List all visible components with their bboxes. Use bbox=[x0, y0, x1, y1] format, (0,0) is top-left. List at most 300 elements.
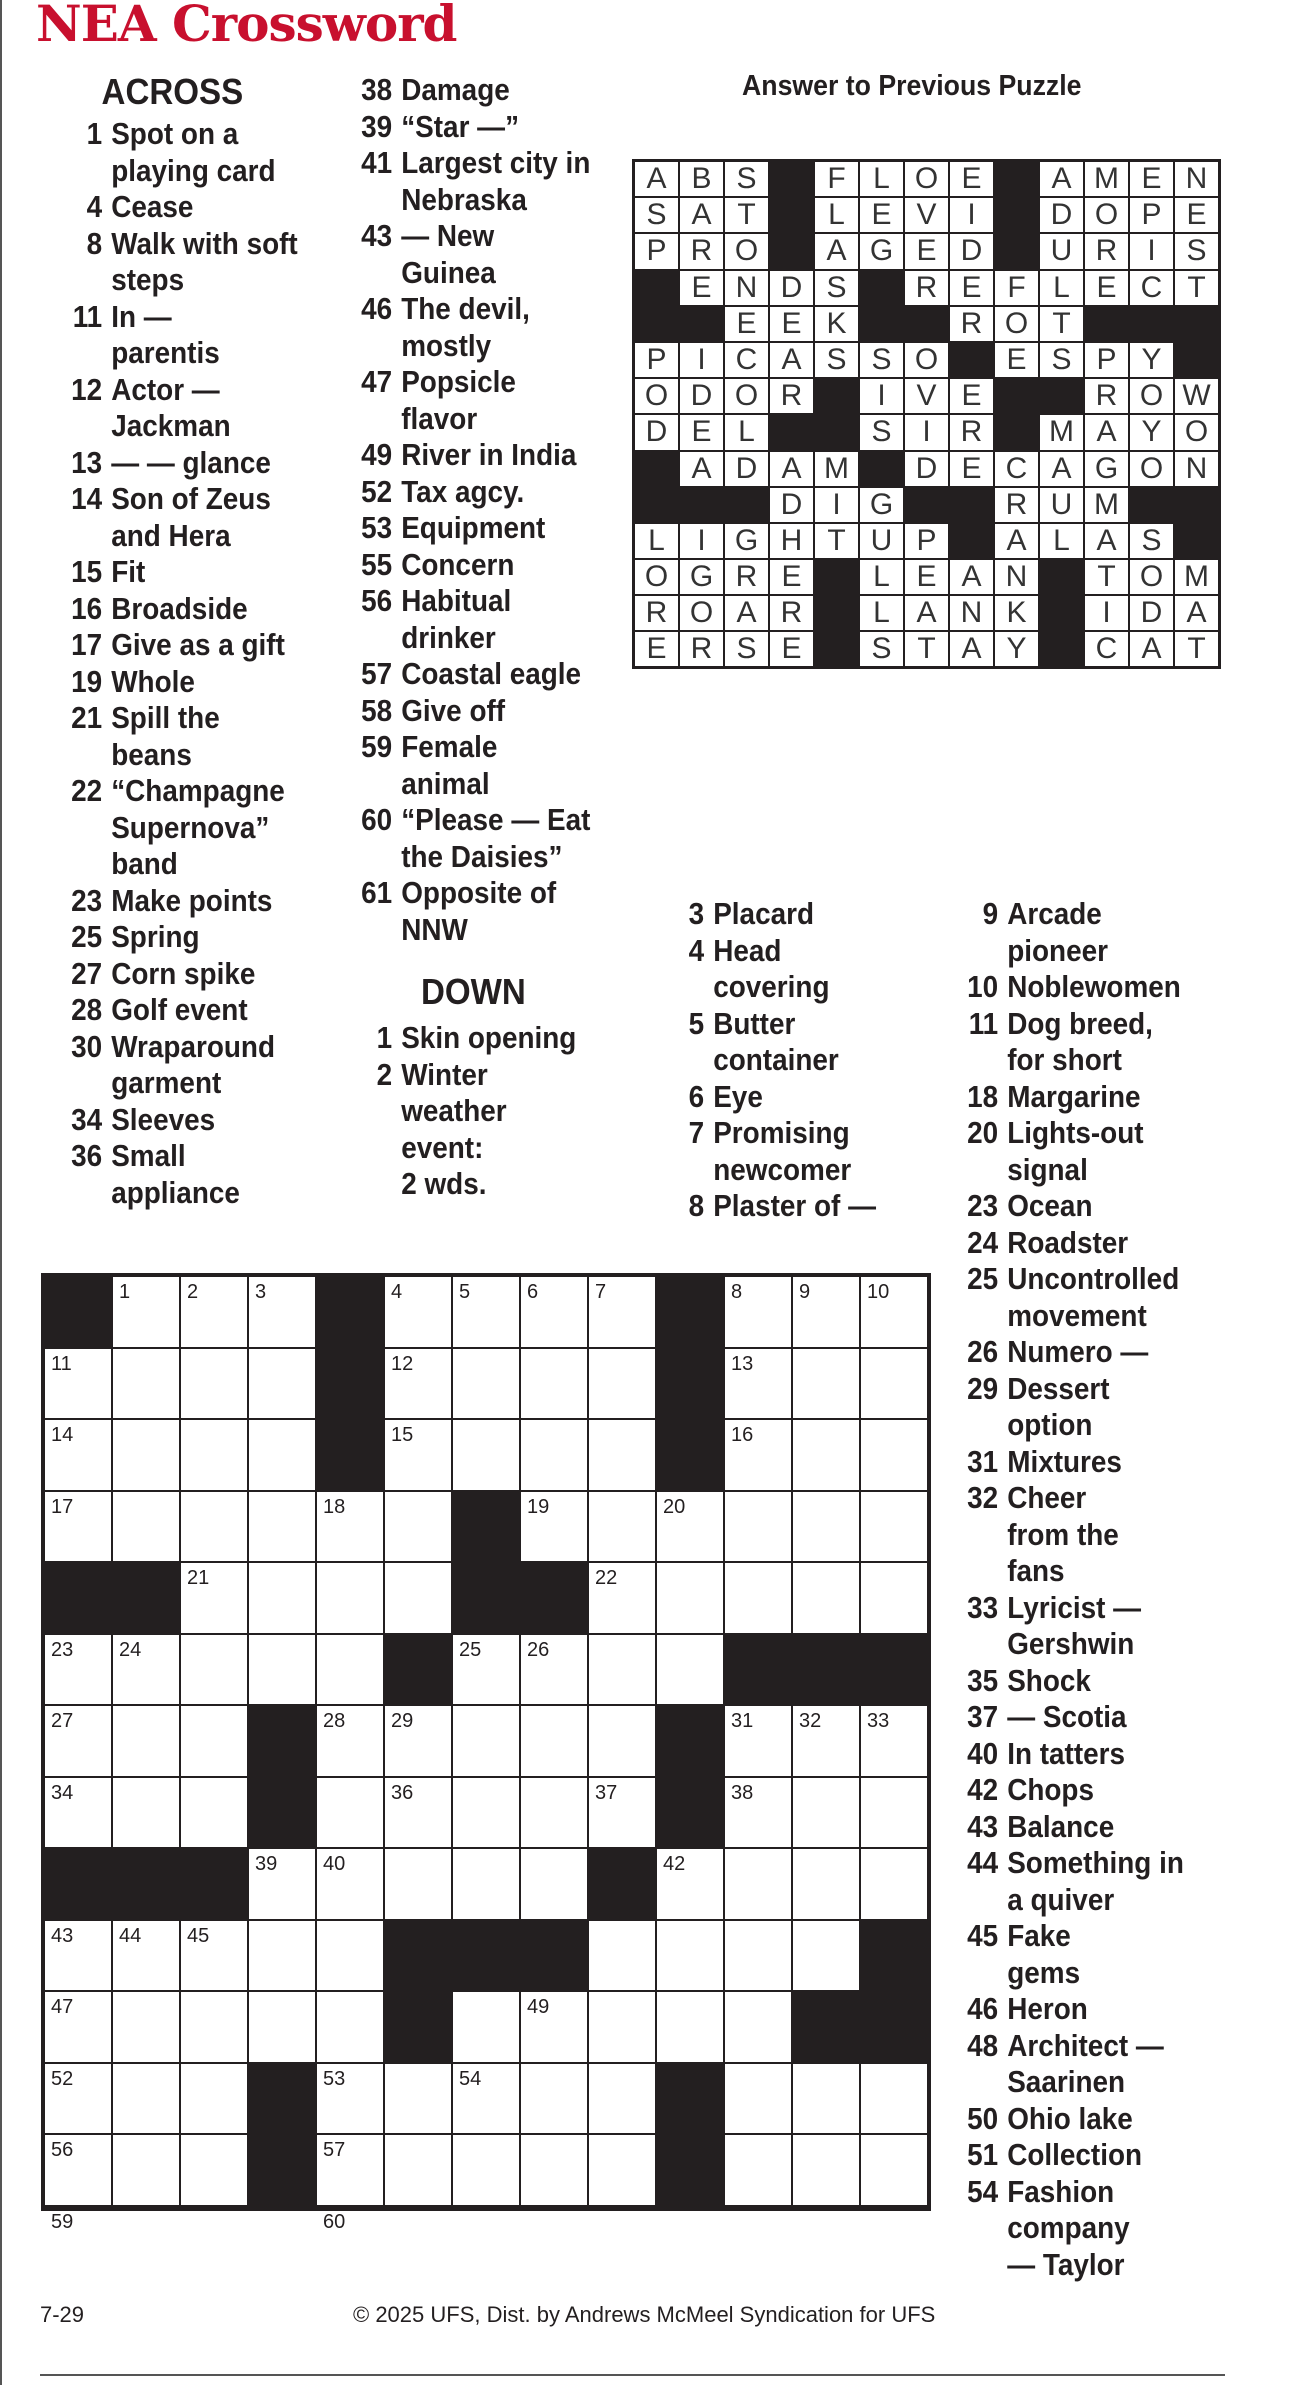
cell-number: 26 bbox=[527, 1638, 550, 1661]
clue-text-line: Golf event bbox=[111, 992, 248, 1027]
grid-cell[interactable] bbox=[588, 1276, 656, 1348]
grid-cell[interactable] bbox=[44, 1920, 112, 1992]
answer-black-square bbox=[814, 559, 859, 595]
grid-black-square bbox=[520, 1920, 588, 1992]
grid-cell[interactable] bbox=[452, 1276, 520, 1348]
down-clue-43 bbox=[946, 1809, 1291, 1846]
grid-cell[interactable] bbox=[384, 1705, 452, 1777]
grid-cell[interactable] bbox=[520, 1634, 588, 1706]
answer-cell: D bbox=[904, 451, 949, 487]
answer-black-square bbox=[994, 378, 1039, 414]
grid-cell[interactable] bbox=[656, 1562, 724, 1634]
grid-cell[interactable] bbox=[180, 1491, 248, 1563]
down-clue-50 bbox=[946, 2101, 1291, 2138]
clue-text-line: drinker bbox=[401, 619, 496, 655]
clue-number: 55 bbox=[361, 546, 393, 582]
grid-cell[interactable] bbox=[452, 2134, 520, 2206]
clue-number: 44 bbox=[967, 1845, 999, 1880]
grid-cell[interactable] bbox=[384, 1276, 452, 1348]
grid-cell[interactable] bbox=[724, 2206, 792, 2208]
clue-text-line: appliance bbox=[111, 1174, 240, 1210]
answer-cell: E bbox=[1174, 197, 1219, 233]
grid-cell[interactable] bbox=[792, 1562, 860, 1634]
clue-text-line: Something in bbox=[1007, 1845, 1184, 1880]
grid-cell[interactable] bbox=[656, 1491, 724, 1563]
clue-text-line: steps bbox=[111, 262, 185, 297]
clue-text-line: company bbox=[1007, 2210, 1130, 2245]
grid-cell[interactable] bbox=[792, 2063, 860, 2135]
grid-cell[interactable] bbox=[860, 1777, 928, 1849]
grid-cell[interactable] bbox=[452, 2206, 520, 2208]
answer-cell: S bbox=[814, 270, 859, 306]
clue-text-line: band bbox=[111, 846, 178, 881]
grid-cell[interactable] bbox=[860, 1491, 928, 1563]
grid-cell[interactable] bbox=[248, 1491, 316, 1563]
crossword-grid bbox=[41, 1273, 931, 2233]
grid-cell[interactable] bbox=[44, 1419, 112, 1491]
clue-number: 17 bbox=[71, 627, 103, 662]
grid-cell[interactable] bbox=[316, 1991, 384, 2063]
clue-text-line: Saarinen bbox=[1007, 2064, 1126, 2099]
grid-cell[interactable] bbox=[180, 1562, 248, 1634]
grid-cell[interactable] bbox=[520, 1705, 588, 1777]
grid-cell[interactable] bbox=[180, 1348, 248, 1420]
cell-number: 40 bbox=[323, 1853, 346, 1875]
grid-cell[interactable] bbox=[316, 2206, 384, 2233]
grid-cell[interactable] bbox=[724, 1491, 792, 1563]
cell-number: 42 bbox=[663, 1853, 686, 1875]
clue-number: 59 bbox=[361, 729, 393, 764]
clue-text-line: The devil, bbox=[401, 291, 530, 326]
answer-cell: C bbox=[724, 342, 769, 378]
grid-black-square bbox=[860, 1634, 928, 1706]
clue-number: 56 bbox=[361, 583, 393, 618]
cell-number: 6 bbox=[527, 1281, 539, 1303]
answer-cell: A bbox=[634, 161, 679, 197]
answer-cell: P bbox=[1129, 197, 1174, 233]
clue-text-line: Butter bbox=[713, 1005, 796, 1041]
answer-cell: Y bbox=[1129, 414, 1174, 450]
grid-cell[interactable] bbox=[316, 1705, 384, 1777]
answer-cell: F bbox=[814, 161, 859, 197]
clue-number: 46 bbox=[361, 291, 393, 326]
grid-black-square bbox=[248, 1777, 316, 1849]
grid-cell[interactable] bbox=[248, 1562, 316, 1634]
grid-cell[interactable] bbox=[520, 1348, 588, 1420]
grid-cell[interactable] bbox=[180, 2134, 248, 2206]
answer-cell: I bbox=[904, 414, 949, 450]
grid-cell[interactable] bbox=[384, 2206, 452, 2208]
grid-cell[interactable] bbox=[316, 2134, 384, 2206]
answer-black-square bbox=[1039, 378, 1084, 414]
grid-cell[interactable] bbox=[792, 1777, 860, 1849]
grid-cell[interactable] bbox=[384, 1348, 452, 1420]
grid-cell[interactable] bbox=[792, 1920, 860, 1992]
grid-cell[interactable] bbox=[588, 2063, 656, 2135]
clue-text-line: Dog breed, bbox=[1007, 1005, 1153, 1041]
clue-text-line: Female bbox=[401, 729, 498, 764]
grid-cell[interactable] bbox=[384, 2134, 452, 2206]
clue-number: 47 bbox=[361, 364, 393, 399]
grid-cell[interactable] bbox=[384, 1491, 452, 1563]
clue-number: 54 bbox=[967, 2173, 999, 2209]
answer-cell: E bbox=[949, 161, 994, 197]
across-clue-38 bbox=[340, 72, 725, 109]
grid-cell[interactable] bbox=[112, 1419, 180, 1491]
answer-cell: L bbox=[634, 523, 679, 559]
clue-number: 23 bbox=[71, 882, 103, 918]
clue-number: 15 bbox=[71, 554, 103, 589]
grid-cell[interactable] bbox=[180, 1991, 248, 2063]
clue-text-line: Corn spike bbox=[111, 955, 256, 991]
answer-black-square bbox=[769, 233, 814, 269]
grid-cell[interactable] bbox=[44, 2134, 112, 2206]
clue-text-line: — Scotia bbox=[1007, 1699, 1127, 1734]
grid-cell[interactable] bbox=[316, 1491, 384, 1563]
down-clue-42 bbox=[946, 1772, 1291, 1809]
grid-cell[interactable] bbox=[656, 1920, 724, 1992]
grid-cell[interactable] bbox=[724, 1419, 792, 1491]
answer-cell: A bbox=[679, 197, 724, 233]
grid-cell[interactable] bbox=[112, 1348, 180, 1420]
clue-text-line: Damage bbox=[401, 72, 510, 107]
grid-cell[interactable] bbox=[452, 1348, 520, 1420]
bottom-rule bbox=[40, 2374, 1225, 2376]
grid-cell[interactable] bbox=[860, 2134, 928, 2206]
grid-black-square bbox=[656, 2063, 724, 2135]
grid-cell[interactable] bbox=[180, 1634, 248, 1706]
grid-cell[interactable] bbox=[112, 1276, 180, 1348]
grid-cell[interactable] bbox=[792, 1848, 860, 1920]
cell-number: 39 bbox=[255, 1853, 278, 1875]
cell-number: 59 bbox=[51, 2210, 74, 2233]
clue-number: 53 bbox=[361, 510, 393, 545]
grid-cell[interactable] bbox=[588, 1705, 656, 1777]
clue-text-line: Winter bbox=[401, 1056, 488, 1092]
grid-cell[interactable] bbox=[248, 1634, 316, 1706]
grid-cell[interactable] bbox=[520, 2063, 588, 2135]
previous-answer-grid bbox=[632, 159, 1221, 669]
grid-cell[interactable] bbox=[248, 1920, 316, 1992]
clue-number: 36 bbox=[71, 1138, 103, 1173]
grid-cell[interactable] bbox=[452, 1848, 520, 1920]
clue-number: 1 bbox=[376, 1020, 393, 1055]
grid-cell[interactable] bbox=[384, 1562, 452, 1634]
grid-cell[interactable] bbox=[112, 1705, 180, 1777]
grid-cell[interactable] bbox=[316, 2063, 384, 2135]
across-clue-59 bbox=[340, 729, 725, 802]
down-clue-46 bbox=[946, 1991, 1291, 2028]
grid-cell[interactable] bbox=[724, 1276, 792, 1348]
answer-black-square bbox=[814, 378, 859, 414]
answer-cell: R bbox=[994, 487, 1039, 523]
clue-text-line: River in India bbox=[401, 437, 577, 472]
answer-cell: O bbox=[904, 342, 949, 378]
left-edge-rule bbox=[0, 0, 2, 2385]
grid-cell[interactable] bbox=[248, 1848, 316, 1920]
grid-cell[interactable] bbox=[588, 1777, 656, 1849]
grid-cell[interactable] bbox=[180, 2063, 248, 2135]
grid-cell[interactable] bbox=[316, 1777, 384, 1849]
grid-cell[interactable] bbox=[724, 1920, 792, 1992]
grid-cell[interactable] bbox=[520, 2134, 588, 2206]
grid-cell[interactable] bbox=[44, 1705, 112, 1777]
clue-number: 26 bbox=[967, 1334, 999, 1369]
grid-cell[interactable] bbox=[180, 1705, 248, 1777]
grid-cell[interactable] bbox=[520, 2206, 588, 2208]
grid-cell[interactable] bbox=[588, 1419, 656, 1491]
grid-cell[interactable] bbox=[384, 2063, 452, 2135]
clue-text-line: “Champagne bbox=[111, 773, 285, 808]
answer-cell: G bbox=[1084, 451, 1129, 487]
answer-cell: V bbox=[904, 378, 949, 414]
grid-black-square bbox=[656, 1777, 724, 1849]
grid-black-square bbox=[112, 1562, 180, 1634]
grid-black-square bbox=[656, 1348, 724, 1420]
grid-cell[interactable] bbox=[724, 1777, 792, 1849]
grid-cell[interactable] bbox=[316, 1920, 384, 1992]
answer-black-square bbox=[634, 306, 679, 342]
clue-number: 42 bbox=[967, 1772, 999, 1807]
grid-cell[interactable] bbox=[112, 2206, 180, 2208]
grid-cell[interactable] bbox=[860, 2063, 928, 2135]
grid-cell[interactable] bbox=[316, 1562, 384, 1634]
down-clue-10 bbox=[946, 969, 1291, 1006]
clue-text-line: event: bbox=[401, 1129, 484, 1165]
clue-number: 51 bbox=[967, 2137, 999, 2172]
grid-cell[interactable] bbox=[792, 1491, 860, 1563]
answer-black-square bbox=[769, 161, 814, 197]
down-clue-33 bbox=[946, 1590, 1291, 1663]
clue-number: 4 bbox=[86, 189, 103, 224]
grid-black-square bbox=[248, 2206, 316, 2208]
answer-cell: A bbox=[1039, 451, 1084, 487]
answer-cell: T bbox=[1174, 631, 1219, 667]
clue-number: 60 bbox=[361, 802, 393, 837]
grid-cell[interactable] bbox=[588, 2134, 656, 2206]
grid-cell[interactable] bbox=[112, 2134, 180, 2206]
answer-black-square bbox=[679, 306, 724, 342]
grid-cell[interactable] bbox=[180, 1276, 248, 1348]
grid-cell[interactable] bbox=[588, 1991, 656, 2063]
grid-cell[interactable] bbox=[452, 1634, 520, 1706]
clue-text-line: Roadster bbox=[1007, 1224, 1129, 1260]
answer-cell: D bbox=[1129, 595, 1174, 631]
cell-number: 43 bbox=[51, 1924, 74, 1947]
clue-number: 2 bbox=[376, 1056, 393, 1092]
answer-cell: S bbox=[859, 342, 904, 378]
grid-cell[interactable] bbox=[588, 1634, 656, 1706]
clue-text-line: — Taylor bbox=[1007, 2246, 1125, 2282]
answer-cell: O bbox=[1129, 559, 1174, 595]
answer-cell: G bbox=[679, 559, 724, 595]
clue-text-line: Spring bbox=[111, 919, 200, 954]
grid-cell[interactable] bbox=[248, 1276, 316, 1348]
grid-cell[interactable] bbox=[248, 1991, 316, 2063]
grid-cell[interactable] bbox=[520, 1777, 588, 1849]
answer-cell: R bbox=[679, 233, 724, 269]
answer-black-square bbox=[994, 197, 1039, 233]
grid-cell[interactable] bbox=[588, 2206, 656, 2208]
cell-number: 53 bbox=[323, 2067, 346, 2090]
grid-cell[interactable] bbox=[384, 1777, 452, 1849]
clue-text-line: Promising bbox=[713, 1115, 850, 1150]
grid-black-square bbox=[520, 1562, 588, 1634]
answer-cell: A bbox=[724, 595, 769, 631]
answer-black-square bbox=[1084, 306, 1129, 342]
grid-cell[interactable] bbox=[724, 1705, 792, 1777]
grid-cell[interactable] bbox=[860, 1419, 928, 1491]
grid-cell[interactable] bbox=[520, 1491, 588, 1563]
grid-black-square bbox=[384, 1920, 452, 1992]
grid-cell[interactable] bbox=[44, 2063, 112, 2135]
grid-cell[interactable] bbox=[520, 1276, 588, 1348]
grid-cell[interactable] bbox=[792, 2206, 860, 2208]
answer-black-square bbox=[1174, 306, 1219, 342]
answer-cell: O bbox=[634, 378, 679, 414]
answer-cell: D bbox=[1039, 197, 1084, 233]
grid-cell[interactable] bbox=[44, 1491, 112, 1563]
grid-cell[interactable] bbox=[724, 1348, 792, 1420]
clue-text-line: flavor bbox=[401, 400, 478, 436]
grid-cell[interactable] bbox=[588, 1348, 656, 1420]
down-clue-48 bbox=[946, 2028, 1291, 2101]
grid-cell[interactable] bbox=[588, 1562, 656, 1634]
grid-cell[interactable] bbox=[180, 1777, 248, 1849]
answer-cell: P bbox=[904, 523, 949, 559]
grid-cell[interactable] bbox=[724, 2063, 792, 2135]
grid-cell[interactable] bbox=[384, 1848, 452, 1920]
clue-text-line: Collection bbox=[1007, 2137, 1143, 2172]
grid-cell[interactable] bbox=[452, 1991, 520, 2063]
answer-cell: E bbox=[679, 414, 724, 450]
grid-cell[interactable] bbox=[520, 1991, 588, 2063]
grid-cell[interactable] bbox=[860, 1276, 928, 1348]
answer-cell: R bbox=[634, 595, 679, 631]
clue-text-line: Uncontrolled bbox=[1007, 1261, 1180, 1296]
grid-cell[interactable] bbox=[44, 2206, 112, 2233]
grid-cell[interactable] bbox=[452, 1777, 520, 1849]
answer-cell: A bbox=[949, 559, 994, 595]
grid-cell[interactable] bbox=[180, 2206, 248, 2208]
grid-cell[interactable] bbox=[452, 1419, 520, 1491]
clue-number: 21 bbox=[71, 700, 103, 735]
answer-cell: C bbox=[994, 451, 1039, 487]
grid-cell[interactable] bbox=[44, 1777, 112, 1849]
grid-cell[interactable] bbox=[588, 1491, 656, 1563]
grid-cell[interactable] bbox=[44, 1348, 112, 1420]
answer-cell: I bbox=[1084, 595, 1129, 631]
grid-cell[interactable] bbox=[248, 1348, 316, 1420]
grid-cell[interactable] bbox=[792, 1705, 860, 1777]
clue-number: 25 bbox=[967, 1261, 999, 1296]
answer-cell: N bbox=[1174, 451, 1219, 487]
grid-cell[interactable] bbox=[656, 1848, 724, 1920]
cell-number: 13 bbox=[731, 1352, 754, 1375]
grid-cell[interactable] bbox=[180, 1920, 248, 1992]
grid-cell[interactable] bbox=[112, 2063, 180, 2135]
clue-text-line: Architect — bbox=[1007, 2027, 1164, 2063]
clue-number: 35 bbox=[967, 1662, 999, 1698]
grid-cell[interactable] bbox=[44, 1991, 112, 2063]
cell-number: 37 bbox=[595, 1781, 618, 1804]
answer-cell: M bbox=[1084, 161, 1129, 197]
grid-cell[interactable] bbox=[452, 2063, 520, 2135]
grid-cell[interactable] bbox=[248, 1419, 316, 1491]
clue-text-line: — — glance bbox=[111, 444, 271, 480]
clue-number: 61 bbox=[361, 875, 393, 910]
grid-cell[interactable] bbox=[316, 1848, 384, 1920]
answer-cell: A bbox=[949, 631, 994, 667]
grid-cell[interactable] bbox=[724, 1991, 792, 2063]
across-heading: ACROSS bbox=[101, 71, 244, 112]
answer-black-square bbox=[679, 487, 724, 523]
grid-cell[interactable] bbox=[724, 2134, 792, 2206]
clue-text-line: Habitual bbox=[401, 583, 512, 618]
answer-cell: H bbox=[769, 523, 814, 559]
answer-cell: U bbox=[1039, 487, 1084, 523]
answer-cell: L bbox=[859, 161, 904, 197]
down-clue-31 bbox=[946, 1444, 1291, 1481]
grid-cell[interactable] bbox=[860, 1348, 928, 1420]
answer-cell: S bbox=[634, 197, 679, 233]
grid-cell[interactable] bbox=[724, 1848, 792, 1920]
cell-number: 2 bbox=[187, 1281, 199, 1303]
grid-cell[interactable] bbox=[724, 1562, 792, 1634]
grid-cell[interactable] bbox=[112, 1634, 180, 1706]
grid-cell[interactable] bbox=[860, 1562, 928, 1634]
answer-cell: L bbox=[1039, 270, 1084, 306]
clue-text-line: Noblewomen bbox=[1007, 969, 1181, 1004]
answer-black-square bbox=[949, 342, 994, 378]
grid-cell[interactable] bbox=[112, 1991, 180, 2063]
grid-cell[interactable] bbox=[452, 1705, 520, 1777]
grid-cell[interactable] bbox=[588, 1920, 656, 1992]
answer-cell: O bbox=[679, 595, 724, 631]
grid-cell[interactable] bbox=[792, 1348, 860, 1420]
answer-cell: E bbox=[949, 270, 994, 306]
grid-black-square bbox=[724, 1634, 792, 1706]
grid-cell[interactable] bbox=[520, 1848, 588, 1920]
grid-cell[interactable] bbox=[792, 1276, 860, 1348]
clue-text-line: Fit bbox=[111, 554, 146, 589]
clue-text-line: Wraparound bbox=[111, 1028, 275, 1064]
grid-cell[interactable] bbox=[860, 1848, 928, 1920]
grid-cell[interactable] bbox=[792, 2134, 860, 2206]
grid-cell[interactable] bbox=[316, 1634, 384, 1706]
grid-cell[interactable] bbox=[180, 1419, 248, 1491]
cell-number: 31 bbox=[731, 1710, 754, 1732]
cell-number: 5 bbox=[459, 1281, 471, 1303]
answer-cell: B bbox=[679, 161, 724, 197]
cell-number: 47 bbox=[51, 1996, 74, 2018]
grid-cell[interactable] bbox=[520, 1419, 588, 1491]
grid-cell[interactable] bbox=[792, 1419, 860, 1491]
clue-number: 37 bbox=[967, 1699, 999, 1734]
grid-cell[interactable] bbox=[112, 1491, 180, 1563]
grid-cell[interactable] bbox=[860, 1705, 928, 1777]
grid-cell[interactable] bbox=[112, 1920, 180, 1992]
clue-text-line: the Daisies” bbox=[401, 838, 563, 874]
grid-cell[interactable] bbox=[656, 1991, 724, 2063]
answer-cell: E bbox=[769, 306, 814, 342]
grid-cell[interactable] bbox=[656, 1634, 724, 1706]
grid-cell[interactable] bbox=[112, 1777, 180, 1849]
grid-cell[interactable] bbox=[384, 1419, 452, 1491]
grid-cell[interactable] bbox=[44, 1634, 112, 1706]
clue-number: 31 bbox=[967, 1443, 999, 1479]
clue-text-line: parentis bbox=[111, 335, 220, 370]
